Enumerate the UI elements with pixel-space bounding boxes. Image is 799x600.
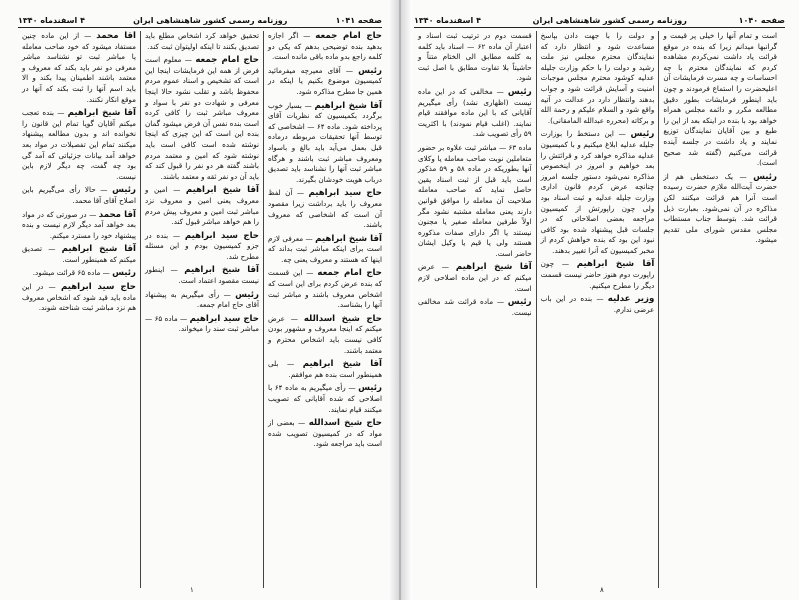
speaker-name: آقا شیخ ابراهیم xyxy=(576,259,655,270)
paragraph-text: — رأی میگیریم به پیشنهاد آقای حاج امام جمعه. xyxy=(145,289,259,310)
paragraph-text: قسمت دوم در ترتیب ثبت اسناد و اعتبار آن ماده ۶۲ — اسناد باید کلمه به کلمه مطابق الی الختام متناً و حاشیتاً بلا تفاوت مطابق با اصل ثبت شود. xyxy=(417,31,532,83)
speaker-name: رئیس xyxy=(507,86,532,97)
paragraph-text: — بلی همینطور است بنده هم موافقم. xyxy=(268,359,382,379)
speaker-name: آقا شیخ ابراهیم xyxy=(184,265,259,276)
paragraph xyxy=(268,101,382,186)
paragraph xyxy=(22,108,136,182)
paragraph xyxy=(663,31,777,169)
paragraph xyxy=(22,268,136,279)
paragraph xyxy=(418,262,532,294)
paragraph xyxy=(268,383,382,415)
text-column xyxy=(18,31,140,588)
paragraph xyxy=(145,265,259,286)
speaker-name: رئیس xyxy=(112,185,136,196)
speaker-name: حاج سید ابراهیم xyxy=(60,282,136,293)
speaker-name: حاج شیخ اسدالله xyxy=(308,418,382,429)
paragraph xyxy=(145,31,259,52)
speaker-name: وزیر عدلیه xyxy=(607,294,655,305)
text-column xyxy=(140,31,263,588)
paragraph-text: — عرض میکنم که اینجا معروف و مشهور بودن کافی نیست باید اشخاص محترم و معتمد باشند. xyxy=(268,313,382,355)
paragraph xyxy=(268,359,382,380)
paragraph xyxy=(541,259,655,291)
text-column xyxy=(414,31,536,588)
page-gutter xyxy=(388,0,412,600)
footer-number: ۱ xyxy=(190,586,194,594)
paragraph xyxy=(145,290,259,311)
paragraph-text: — اگر اجازه بدهید بنده توضیحی بدهم که یکی دو کلمه راجع بدو ماده باقی مانده است. xyxy=(268,31,382,62)
paragraph-text: — اینطور نیست مقصود اعتماد است. xyxy=(145,265,259,286)
paragraph-text: و دولت را با جهت دادن بپاسخ مساعدت شود و انتظار دارد که نمایندگان محترم مجلس نیز ملت رشید و دولت را با حکم وزارت جلیله عدلیه کوشود محترم مجلس موجبات امنیت و آسایش قرائت شود و جواب بدهند وانتظار دارد در عدالت در آتیه واقع شود و السلام علیکم و رحمة الله و برکاته (محرره عبدالله المامقانی). xyxy=(540,31,655,125)
paragraph xyxy=(663,172,777,246)
speaker-name: آقا محمد xyxy=(96,31,137,41)
speaker-name: آقا شیخ ابراهیم xyxy=(314,100,383,111)
speaker-name: آقا شیخ ابراهیم xyxy=(302,359,382,370)
paragraph-text: — در صورتی که در مواد بعد خواهد آمد دیگر لازم نیست و بنده پیشنهاد خود را مسترد میکنم. xyxy=(22,209,136,240)
paragraph-text: — ماده قرائت شد مخالفی نیست. xyxy=(417,297,532,317)
paragraph-text: — بسیار خوب برگردد بکمیسیون که نظریات آقای پرداخته شود. ماده ۶۴ — اشخاصی که توسط آنها تحقیقات مربوطه درماده قبل بعمل می‌آید باید بالغ و باسواد ومعروف مباشر ثبت باشند و هرگاه مباشر ثبت آنها را نشناسد باید تصدیق درباب هویت خودشان بگیرند. xyxy=(268,100,382,184)
text-column xyxy=(263,31,386,588)
speaker-name: حاج سید ابراهیم xyxy=(189,313,259,324)
paragraph xyxy=(268,188,382,230)
paragraph-text: — از این ماده چنین مستفاد میشود که خود صاحب معامله یا مباشر ثبت تو نشناسد مباشر معرفی دو نفر باید بکند که معروف و معتمد باشند اطمینان پیدا بکند و الا باید اسم آنها را ثبت بکند که آنها در موقع انکار نکنند. xyxy=(22,31,136,104)
paragraph xyxy=(145,185,259,227)
paragraph xyxy=(22,244,136,265)
paragraph xyxy=(541,31,655,126)
text-columns xyxy=(414,31,781,588)
paragraph xyxy=(418,297,532,318)
speaker-name: حاج شیخ اسدالله xyxy=(303,313,382,324)
paragraph-text: — امین و معروف یعنی امین و معروف نزد مباشر ثبت امین و معروف پیش مردم را هم خواهد مباشر قبول کند. xyxy=(145,185,259,227)
newspaper-title: روزنامه رسمی کشور شاهنشاهی ایران xyxy=(532,16,687,25)
page-header xyxy=(414,14,785,28)
paragraph xyxy=(268,31,382,63)
speaker-name: رئیس xyxy=(235,289,259,300)
paragraph-text: — چون راپورت دوم هنوز حاضر نیست قسمت دیگر را مطرح میکنیم. xyxy=(540,259,655,290)
paragraph-text: — این دستخط را بوزارت جلیله عدلیه ابلاغ میکنیم و با کمیسیون عدلیه مذاکره خواهد کرد و قرائتش را بعد خواهیم و امروز در اینخصوص مذاکره نمی‌شود دستور جلسه امروز چنانچه عرض کردم قانون اداری وزارت جلیله عدلیه و ثبت اسناد بود ولی چون راپورتش از کمیسیون مراجعه بعضی اصلاحاتی که در جلسات قبل پیشنهاد شده بود کافی نبود این بود که بنده خواهش کردم از مخبر کمیسیون که آنرا تغییر بدهند. xyxy=(540,129,655,255)
speaker-name: حاج امام جمعه xyxy=(195,55,259,66)
issue-date: ۴ اسفندماه ۱۳۴۰ xyxy=(414,16,481,25)
paragraph xyxy=(268,314,382,356)
paragraph xyxy=(22,282,136,314)
paragraph-text: — بنده تعجب میکنم آقایان گویا تمام این قانون را نخوانده اند و بدون مطالعه پیشنهاد میکنند تمام این تفصیلات در مواد بعد خواهد آمد بیانات جزئیاتی که آمد گی بود چه گفت، چه دیگر لازم باین نیست. xyxy=(22,108,136,181)
paragraph-text: — معلوم است فرض از همه این فرمایشات اینجا این است که تشخیص و اسناد عموم مردم محفوظ باشد و تقلب نشود حالا اینجا معرفی و شهادت دو نفر با سواد و معروف مباشر ثبت را کافی کرده است بنده نفس آن فرض میشود گمان بنده این است که این چیزی که اینجا نوشته شده است کافی است باید نوشته شود که امین و معتمد مردم باشند گفته هر دو نفر را قبول کند که باید آن دو نفر ثقه و معتمد باشند. xyxy=(145,55,259,181)
paragraph xyxy=(268,234,382,266)
paragraph xyxy=(418,143,532,260)
paragraph-text: — ماده ۶۵ — مباشر ثبت سند را میخواند. xyxy=(145,313,259,334)
paragraph-text: — عرض میکنم که در این ماده اصلاحی لازم است. xyxy=(417,262,532,293)
speaker-name: رئیس xyxy=(358,65,382,76)
text-columns xyxy=(18,31,386,588)
speaker-name: رئیس xyxy=(753,171,777,182)
paragraph xyxy=(268,66,382,98)
speaker-name: رئیس xyxy=(112,268,136,279)
speaker-name: آقا شیخ ابراهیم xyxy=(315,233,382,244)
issue-date: ۴ اسفندماه ۱۳۴۰ xyxy=(18,16,85,25)
text-column xyxy=(658,31,781,588)
speaker-name: رئیس xyxy=(630,129,655,140)
paragraph xyxy=(418,31,532,84)
speaker-name: حاج سید ابراهیم xyxy=(184,230,259,241)
page-number: صفحه ۱۰۴۰ xyxy=(738,16,785,25)
paragraph xyxy=(145,231,259,263)
paragraph-text: — حالا رأی می‌گیریم باین اصلاح آقای آقا محمد. xyxy=(22,185,136,205)
text-column xyxy=(536,31,659,588)
paragraph-text: ماده ۶۳ — مباشر ثبت علاوه بر حضور متعاملین نوبت صاحب معامله یا وکلای آنها بطوریکه در ماده ۵۸ و ۵۹ مذکور است باید قبل از ثبت اسناد یقین حاصل نماید که صاحب معامله صلاحیت آن معامله را موافق قوانین دارند یعنی معامله مشتبه نشود مگر اولاً طرفین معامله صغیر یا مجنون نیستند یا اگر دارای صفات مذکوره هستند ولی یا قیم یا وکیل ایشان حاضر است. xyxy=(417,142,532,258)
paragraph-text: — ماده ۶۵ قرائت میشود. xyxy=(32,268,110,278)
page-number: صفحه ۱۰۴۱ xyxy=(335,16,382,25)
paragraph xyxy=(268,268,382,310)
paragraph-text: — مخالفی که در این ماده نیست (اظهاری نشد) رأی میگیریم آقایانی که با این ماده موافقند قیام نمایند. (اغلب قیام نمودند) با اکثریت ۵۹ رأی تصویب شد. xyxy=(417,86,532,139)
paragraph-text: — بنده در این باب عرضی ندارم. xyxy=(540,294,655,314)
paragraph xyxy=(145,314,259,335)
speaker-name: آقا شیخ ابراهیم xyxy=(455,262,532,273)
speaker-name: آقا شیخ ابراهیم xyxy=(67,108,136,119)
paragraph-text: — بنده در جزو کمیسیون بودم و این مسئله مطرح شد. xyxy=(145,230,259,261)
paragraph-text: تحقیق خواهد کرد اشخاص مطلع باید تصدیق بکنند تا اینکه اولیتوان ثبت کند. xyxy=(145,31,259,51)
paragraph-text: — آقای معیرچه میفرمائید کمیسیون موضوع بکنیم یا اینکه در همین جا مطرح مذاکره شود. xyxy=(268,65,382,96)
paragraph-text: — بعضی از مواد که در کمیسیون تصویب شده است باید مراجعه شود. xyxy=(268,418,382,449)
paragraph xyxy=(145,55,259,182)
speaker-name: آقا شیخ ابراهیم xyxy=(61,244,136,255)
paragraph-text: — یک دستخطی هم از حضرت آیت‌الله ملازم حضرت رسیده است آنرا هم قرائت میکنند لکن مذاکره در آن نمی‌شود. بعبارت ذیل قرائت شد. بتوسط جناب مستطاب مجلس مقدس شورای ملی تقدیم میشود. xyxy=(663,171,777,245)
paragraph-text: است و تمام آنها را خیلی پر قیمت و گرانبها میدانم زیرا که بنده در موقع قرائت یاد داشت نمی‌کردم مشاهده کردم که نمایندگان محترم با چه احساسات و چه مسرت فرمایشات آن اعلیحضرت را استماع فرمودند و چون باید اینطور فرمایشات بطور دقیق مطالعه مکرر و دائمه مجلس همراه خواهد بود با بنده در اینکه بعد از این را طبع و بین آقایان نمایندگان توزیع نمایند و یاد داشت در جلسه آینده قرائت می‌کنیم (گفته شد صحیح است). xyxy=(663,31,777,168)
page-header xyxy=(18,14,382,28)
paragraph-text: — در این ماده باید قید شود که اشخاص معروف هم نزد مباشر ثبت شناخته شوند. xyxy=(22,282,136,313)
footer-number: ۸ xyxy=(600,586,604,594)
speaker-name: رئیس xyxy=(507,297,532,308)
paragraph-text: — تصدیق میکنم که همینطور است. xyxy=(22,244,136,264)
paragraph-text: — رأی میگیریم به ماده ۶۴ با اصلاحی که شده آقایانی که تصویب میکنند قیام نمایند. xyxy=(268,383,382,414)
right-page xyxy=(400,0,799,600)
paragraph xyxy=(418,87,532,140)
paragraph xyxy=(268,418,382,450)
paragraph-text: — معرفی لازم است برای اینکه مباشر ثبت بداند که اینها که هستند و معروف یعنی چه. xyxy=(268,233,382,264)
paragraph-text: — این قسمت که بنده عرض کردم برای این است که اشخاص معروف باشند و مباشر ثبت آنها را بشناسد. xyxy=(268,268,382,310)
newspaper-title: روزنامه رسمی کشور شاهنشاهی ایران xyxy=(133,16,288,25)
paragraph xyxy=(541,294,655,315)
paragraph-text: — آن لفظ معروف را باید برداشت زیرا مقصود آن است که اشخاصی که معروف باشند. xyxy=(268,188,382,230)
paragraph xyxy=(22,210,136,242)
paragraph xyxy=(22,31,136,105)
paragraph xyxy=(22,185,136,206)
speaker-name: آقا شیخ ابراهیم xyxy=(185,185,259,196)
speaker-name: حاج امام جمعه xyxy=(315,31,382,41)
paragraph xyxy=(541,129,655,256)
speaker-name: حاج امام جمعه xyxy=(317,268,382,279)
speaker-name: حاج سید ابراهیم xyxy=(308,188,382,199)
speaker-name: رئیس xyxy=(358,383,382,394)
speaker-name: آقا محمد xyxy=(98,209,136,220)
